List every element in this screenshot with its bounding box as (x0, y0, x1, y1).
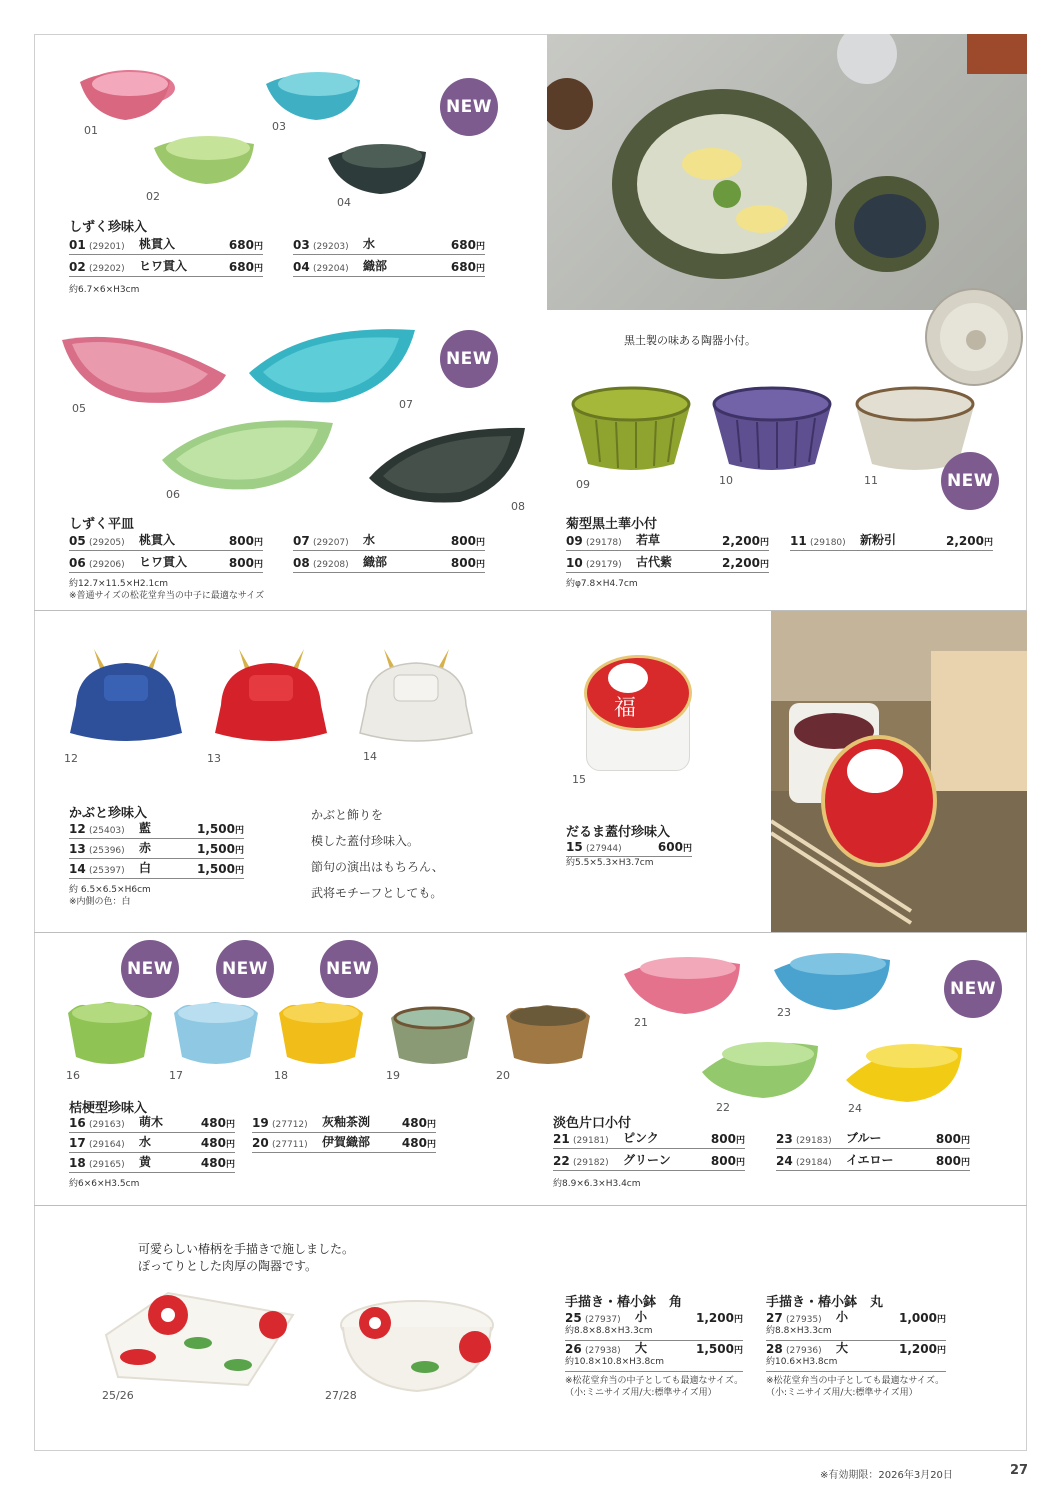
new-badge: NEW (121, 940, 179, 998)
size-note: 約6×6×H3.5cm (69, 1179, 140, 1189)
price-row: 04 (29204) 織部 680円 (293, 258, 485, 277)
size-note: 約φ7.8×H4.7cm (566, 579, 638, 589)
price-row: 28 (27936) 大 1,200円 (766, 1341, 946, 1356)
item-number: 11 (864, 474, 878, 487)
product-title-kikyo: 桔梗型珍味入 (69, 1101, 148, 1116)
item-number: 12 (64, 752, 78, 765)
bowl-02-green-image (146, 126, 261, 188)
new-badge: NEW (440, 330, 498, 388)
product-title-kabuto: かぶと珍味入 (69, 806, 148, 821)
item-number: 16 (66, 1069, 80, 1082)
item-number: 23 (777, 1006, 791, 1019)
new-badge: NEW (944, 960, 1002, 1018)
price-row: 22 (29182) グリーン 800円 (553, 1152, 745, 1171)
section-divider (34, 932, 1027, 933)
size-note: 約8.9×6.3×H3.4cm (553, 1179, 641, 1189)
size-note: 約10.6×H3.8cm (766, 1356, 946, 1372)
price-row: 06 (29206) ヒワ貫入 800円 (69, 554, 263, 573)
item-number: 13 (207, 752, 221, 765)
new-badge: NEW (320, 940, 378, 998)
plate-08-oribe-image (365, 418, 535, 508)
katakuchi-21-pink-image (620, 950, 745, 1018)
item-number: 21 (634, 1016, 648, 1029)
plate-06-green-image (158, 405, 338, 493)
item-number: 22 (716, 1101, 730, 1114)
tsubaki-description (138, 1241, 354, 1275)
kikyo-16-moegi-image (62, 995, 157, 1070)
size-note: 約 6.5×6.5×H6cm (69, 885, 151, 895)
price-row: 03 (29203) 水 680円 (293, 236, 485, 255)
kabuto-description-line: 模した蓋付珍味入。 (311, 834, 420, 848)
item-number: 05 (72, 402, 86, 415)
price-row: 17 (29164) 水 480円 (69, 1134, 235, 1153)
product-title-shizuku-hirazara: しずく平皿 (69, 517, 135, 532)
size-note: 約5.5×5.3×H3.7cm (566, 858, 654, 868)
price-row: 10 (29179) 古代紫 2,200円 (566, 554, 769, 573)
plate-07-blue-image (245, 318, 420, 406)
tsubaki-bowl-round-image (335, 1295, 500, 1395)
kabuto-14-shiro-image (354, 645, 479, 750)
price-row: 21 (29181) ピンク 800円 (553, 1130, 745, 1149)
price-row: 15 (27944) 600円 (566, 838, 692, 857)
price-row: 19 (27712) 灰釉茶渕 480円 (252, 1114, 436, 1133)
item-number: 27/28 (325, 1389, 357, 1402)
new-badge: NEW (941, 452, 999, 510)
usage-note: ※松花堂弁当の中子としても最適なサイズ。 (565, 1376, 744, 1386)
kabuto-description-line: 節句の演出はもちろん、 (311, 860, 444, 874)
item-number: 18 (274, 1069, 288, 1082)
item-number: 15 (572, 773, 586, 786)
usage-note: ※松花堂弁当の中子としても最適なサイズ。 (766, 1376, 945, 1386)
price-row: 12 (25403) 藍 1,500円 (69, 820, 244, 839)
daruma-photo (771, 611, 1027, 932)
kikyo-19-haiyu-image (385, 1000, 480, 1070)
price-row: 11 (29180) 新粉引 2,200円 (790, 532, 993, 551)
item-number: 08 (511, 500, 525, 513)
price-row: 05 (29205) 桃貫入 800円 (69, 532, 263, 551)
bowl-01-pink-image (70, 60, 180, 125)
size-note: 約12.7×11.5×H2.1cm (69, 579, 168, 589)
new-badge: NEW (440, 78, 498, 136)
usage-note: （小:ミニサイズ用/大:標準サイズ用） (565, 1388, 717, 1398)
price-row: 27 (27935) 小 1,000円 (766, 1310, 946, 1325)
price-row: 25 (27937) 小 1,200円 (565, 1310, 743, 1325)
product-title-shizuku-chinmi: しずく珍味入 (69, 220, 148, 235)
price-row: 07 (29207) 水 800円 (293, 532, 485, 551)
page-number: 27 (1010, 1463, 1029, 1478)
price-row: 13 (25396) 赤 1,500円 (69, 840, 244, 859)
fuku-character: 福 (614, 696, 637, 721)
section-divider (34, 1205, 1027, 1206)
sashimi-photo (547, 34, 1027, 310)
item-number: 25/26 (102, 1389, 134, 1402)
product-title-daruma: だるま蓋付珍味入 (566, 825, 671, 840)
price-row: 08 (29208) 織部 800円 (293, 554, 485, 573)
katakuchi-24-yellow-image (842, 1036, 967, 1106)
item-number: 02 (146, 190, 160, 203)
kikyo-20-iga-image (500, 998, 595, 1070)
price-row: 20 (27711) 伊賀織部 480円 (252, 1134, 436, 1153)
item-number: 09 (576, 478, 590, 491)
item-number: 01 (84, 124, 98, 137)
product-title-tsubaki-kaku: 手描き・椿小鉢 角 (565, 1295, 683, 1310)
price-row: 23 (29183) ブルー 800円 (776, 1130, 970, 1149)
bowl-04-oribe-image (322, 134, 432, 198)
kabuto-13-aka-image (209, 645, 334, 750)
kikyo-18-ki-image (273, 995, 368, 1070)
item-number: 07 (399, 398, 413, 411)
item-number: 20 (496, 1069, 510, 1082)
product-title-tsubaki-maru: 手描き・椿小鉢 丸 (766, 1295, 884, 1310)
validity-note: ※有効期限：2026年3月20日 (820, 1470, 953, 1481)
bowl-10-kodaimurasaki-image (707, 376, 837, 476)
kabuto-12-ai-image (64, 645, 189, 750)
bowl-09-wakakusa-image (566, 376, 696, 476)
price-row: 09 (29178) 若草 2,200円 (566, 532, 769, 551)
tsubaki-description-line: 可愛らしい椿柄を手描きで施しました。 (138, 1242, 355, 1256)
inner-color-note: ※内側の色：白 (69, 897, 131, 907)
product-title-kikugata: 菊型黒土華小付 (566, 517, 658, 532)
daruma-15-image (584, 655, 694, 775)
katakuchi-22-green-image (698, 1032, 823, 1102)
price-row: 16 (29163) 萌木 480円 (69, 1114, 235, 1133)
item-number: 04 (337, 196, 351, 209)
usage-note: ※普通サイズの松花堂弁当の中子に最適なサイズ (69, 591, 265, 601)
item-number: 06 (166, 488, 180, 501)
price-row: 18 (29165) 黄 480円 (69, 1154, 235, 1173)
tsubaki-description-line: ぽってりとした肉厚の陶器です。 (138, 1259, 318, 1273)
usage-note: （小:ミニサイズ用/大:標準サイズ用） (766, 1388, 918, 1398)
product-title-katakuchi: 淡色片口小付 (553, 1116, 632, 1131)
price-row: 14 (25397) 白 1,500円 (69, 860, 244, 879)
size-note: 約10.8×10.8×H3.8cm (565, 1356, 743, 1372)
bowl-03-blue-image (258, 62, 368, 124)
kabuto-description-line: かぶと飾りを (311, 808, 384, 822)
item-number: 24 (848, 1102, 862, 1115)
section-caption: 黒土製の味ある陶器小付。 (624, 334, 756, 347)
tsubaki-bowl-square-image (98, 1285, 298, 1395)
price-row: 26 (27938) 大 1,500円 (565, 1341, 743, 1356)
size-note: 約8.8×8.8×H3.3cm (565, 1325, 743, 1341)
item-number: 17 (169, 1069, 183, 1082)
price-row: 01 (29201) 桃貫入 680円 (69, 236, 263, 255)
new-badge: NEW (216, 940, 274, 998)
size-note: 約8.8×H3.3cm (766, 1325, 946, 1341)
price-row: 24 (29184) イエロー 800円 (776, 1152, 970, 1171)
size-note: 約6.7×6×H3cm (69, 285, 140, 295)
item-number: 14 (363, 750, 377, 763)
plate-05-pink-image (58, 320, 233, 410)
kikyo-17-mizu-image (168, 995, 263, 1070)
kabuto-description-line: 武将モチーフとしても。 (311, 886, 443, 900)
price-row: 02 (29202) ヒワ貫入 680円 (69, 258, 263, 277)
item-number: 10 (719, 474, 733, 487)
item-number: 03 (272, 120, 286, 133)
item-number: 19 (386, 1069, 400, 1082)
katakuchi-23-blue-image (770, 946, 895, 1014)
